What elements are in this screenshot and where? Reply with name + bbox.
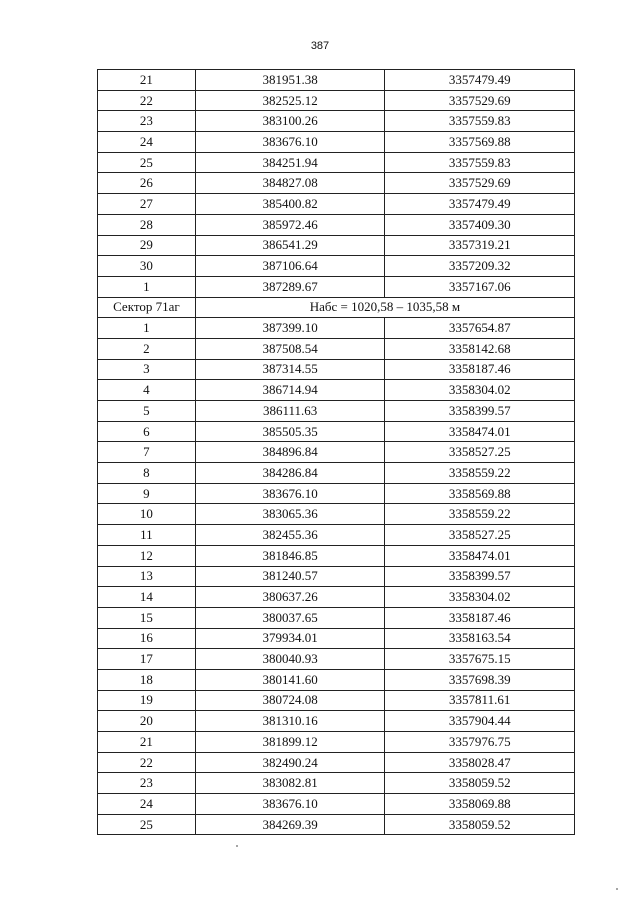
x-coordinate-cell: 382490.24 — [195, 752, 385, 773]
point-number-cell: 1 — [98, 318, 196, 339]
point-number-cell: 7 — [98, 442, 196, 463]
table-row — [98, 194, 575, 215]
point-number-cell: 15 — [98, 607, 196, 628]
table-row — [98, 338, 575, 359]
table-row — [98, 463, 575, 484]
x-coordinate-cell: 385505.35 — [195, 421, 385, 442]
point-number-cell: 13 — [98, 566, 196, 587]
point-number-cell: 2 — [98, 338, 196, 359]
point-number-cell: 27 — [98, 194, 196, 215]
point-number-cell: 29 — [98, 235, 196, 256]
x-coordinate-cell: 380637.26 — [195, 587, 385, 608]
y-coordinate-cell: 3357698.39 — [385, 669, 575, 690]
y-coordinate-cell: 3358163.54 — [385, 628, 575, 649]
x-coordinate-cell: 387106.64 — [195, 256, 385, 277]
y-coordinate-cell: 3357569.88 — [385, 132, 575, 153]
point-number-cell: 30 — [98, 256, 196, 277]
point-number-cell: 10 — [98, 504, 196, 525]
table-row — [98, 90, 575, 111]
table-row — [98, 669, 575, 690]
point-number-cell: 24 — [98, 132, 196, 153]
x-coordinate-cell: 380040.93 — [195, 649, 385, 670]
x-coordinate-cell: 380037.65 — [195, 607, 385, 628]
x-coordinate-cell: 384286.84 — [195, 463, 385, 484]
sector-header — [98, 297, 575, 318]
point-number-cell: 8 — [98, 463, 196, 484]
point-number-cell: 14 — [98, 587, 196, 608]
x-coordinate-cell: 383082.81 — [195, 773, 385, 794]
y-coordinate-cell: 3358559.22 — [385, 463, 575, 484]
table-row — [98, 607, 575, 628]
x-coordinate-cell: 383100.26 — [195, 111, 385, 132]
y-coordinate-cell: 3358569.88 — [385, 483, 575, 504]
y-coordinate-cell: 3358142.68 — [385, 338, 575, 359]
table-row — [98, 690, 575, 711]
table-row — [98, 132, 575, 153]
point-number-cell: 17 — [98, 649, 196, 670]
x-coordinate-cell: 381240.57 — [195, 566, 385, 587]
x-coordinate-cell: 383676.10 — [195, 794, 385, 815]
table-row — [98, 483, 575, 504]
y-coordinate-cell: 3358399.57 — [385, 566, 575, 587]
point-number-cell: 25 — [98, 152, 196, 173]
point-number-cell: 1 — [98, 276, 196, 297]
table-row — [98, 173, 575, 194]
x-coordinate-cell: 384896.84 — [195, 442, 385, 463]
point-number-cell: 5 — [98, 401, 196, 422]
x-coordinate-cell: 387314.55 — [195, 359, 385, 380]
y-coordinate-cell: 3358474.01 — [385, 421, 575, 442]
y-coordinate-cell: 3358304.02 — [385, 380, 575, 401]
table-row — [98, 421, 575, 442]
x-coordinate-cell: 381846.85 — [195, 545, 385, 566]
y-coordinate-cell: 3358474.01 — [385, 545, 575, 566]
point-number-cell: 22 — [98, 752, 196, 773]
table-section-one — [98, 70, 575, 298]
table-row — [98, 442, 575, 463]
x-coordinate-cell: 385400.82 — [195, 194, 385, 215]
x-coordinate-cell: 381899.12 — [195, 732, 385, 753]
point-number-cell: 6 — [98, 421, 196, 442]
x-coordinate-cell: 383676.10 — [195, 132, 385, 153]
y-coordinate-cell: 3357479.49 — [385, 194, 575, 215]
point-number-cell: 3 — [98, 359, 196, 380]
x-coordinate-cell: 385972.46 — [195, 214, 385, 235]
y-coordinate-cell: 3358559.22 — [385, 504, 575, 525]
table-row — [98, 276, 575, 297]
point-number-cell: 25 — [98, 814, 196, 835]
y-coordinate-cell: 3358399.57 — [385, 401, 575, 422]
point-number-cell: 21 — [98, 70, 196, 91]
y-coordinate-cell: 3357976.75 — [385, 732, 575, 753]
table-row — [98, 152, 575, 173]
y-coordinate-cell: 3357654.87 — [385, 318, 575, 339]
x-coordinate-cell: 386714.94 — [195, 380, 385, 401]
x-coordinate-cell: 381310.16 — [195, 711, 385, 732]
point-number-cell: 4 — [98, 380, 196, 401]
table-row — [98, 794, 575, 815]
point-number-cell: 19 — [98, 690, 196, 711]
sector-elevation: Набс = 1020,58 – 1035,58 м — [195, 297, 574, 318]
coordinates-table — [97, 69, 575, 835]
table-row — [98, 649, 575, 670]
x-coordinate-cell: 382455.36 — [195, 525, 385, 546]
table-section-two — [98, 318, 575, 835]
point-number-cell: 23 — [98, 111, 196, 132]
table-row — [98, 566, 575, 587]
y-coordinate-cell: 3357409.30 — [385, 214, 575, 235]
y-coordinate-cell: 3357529.69 — [385, 90, 575, 111]
y-coordinate-cell: 3357675.15 — [385, 649, 575, 670]
x-coordinate-cell: 382525.12 — [195, 90, 385, 111]
table-row — [98, 111, 575, 132]
y-coordinate-cell: 3358059.52 — [385, 773, 575, 794]
y-coordinate-cell: 3357479.49 — [385, 70, 575, 91]
x-coordinate-cell: 387289.67 — [195, 276, 385, 297]
y-coordinate-cell: 3357167.06 — [385, 276, 575, 297]
y-coordinate-cell: 3357559.83 — [385, 111, 575, 132]
x-coordinate-cell: 386111.63 — [195, 401, 385, 422]
x-coordinate-cell: 384269.39 — [195, 814, 385, 835]
y-coordinate-cell: 3358304.02 — [385, 587, 575, 608]
table-row — [98, 752, 575, 773]
y-coordinate-cell: 3357559.83 — [385, 152, 575, 173]
table-row — [98, 401, 575, 422]
y-coordinate-cell: 3358527.25 — [385, 525, 575, 546]
y-coordinate-cell: 3357529.69 — [385, 173, 575, 194]
table-row — [98, 773, 575, 794]
table-row — [98, 214, 575, 235]
y-coordinate-cell: 3358028.47 — [385, 752, 575, 773]
point-number-cell: 24 — [98, 794, 196, 815]
x-coordinate-cell: 380724.08 — [195, 690, 385, 711]
table-row — [98, 732, 575, 753]
x-coordinate-cell: 381951.38 — [195, 70, 385, 91]
scan-speck — [236, 845, 238, 847]
table-row — [98, 359, 575, 380]
point-number-cell: 26 — [98, 173, 196, 194]
x-coordinate-cell: 387508.54 — [195, 338, 385, 359]
point-number-cell: 28 — [98, 214, 196, 235]
point-number-cell: 23 — [98, 773, 196, 794]
y-coordinate-cell: 3357904.44 — [385, 711, 575, 732]
point-number-cell: 9 — [98, 483, 196, 504]
y-coordinate-cell: 3358069.88 — [385, 794, 575, 815]
point-number-cell: 16 — [98, 628, 196, 649]
table-row — [98, 318, 575, 339]
x-coordinate-cell: 380141.60 — [195, 669, 385, 690]
x-coordinate-cell: 387399.10 — [195, 318, 385, 339]
x-coordinate-cell: 383676.10 — [195, 483, 385, 504]
point-number-cell: 22 — [98, 90, 196, 111]
y-coordinate-cell: 3357811.61 — [385, 690, 575, 711]
y-coordinate-cell: 3358187.46 — [385, 607, 575, 628]
point-number-cell: 12 — [98, 545, 196, 566]
x-coordinate-cell: 384251.94 — [195, 152, 385, 173]
x-coordinate-cell: 386541.29 — [195, 235, 385, 256]
y-coordinate-cell: 3357209.32 — [385, 256, 575, 277]
page-number: 387 — [310, 40, 330, 52]
x-coordinate-cell: 379934.01 — [195, 628, 385, 649]
point-number-cell: 11 — [98, 525, 196, 546]
table-row — [98, 70, 575, 91]
table-row — [98, 545, 575, 566]
table-row — [98, 814, 575, 835]
table-row — [98, 711, 575, 732]
table-row — [98, 256, 575, 277]
table-row — [98, 525, 575, 546]
scan-speck — [616, 888, 618, 890]
y-coordinate-cell: 3358527.25 — [385, 442, 575, 463]
point-number-cell: 21 — [98, 732, 196, 753]
x-coordinate-cell: 383065.36 — [195, 504, 385, 525]
y-coordinate-cell: 3358187.46 — [385, 359, 575, 380]
sector-label: Сектор 71аг — [98, 297, 196, 318]
point-number-cell: 20 — [98, 711, 196, 732]
table-row — [98, 628, 575, 649]
sector-header-row — [98, 297, 575, 318]
table-row — [98, 587, 575, 608]
y-coordinate-cell: 3357319.21 — [385, 235, 575, 256]
table-row — [98, 380, 575, 401]
table-row — [98, 504, 575, 525]
point-number-cell: 18 — [98, 669, 196, 690]
x-coordinate-cell: 384827.08 — [195, 173, 385, 194]
table-row — [98, 235, 575, 256]
y-coordinate-cell: 3358059.52 — [385, 814, 575, 835]
